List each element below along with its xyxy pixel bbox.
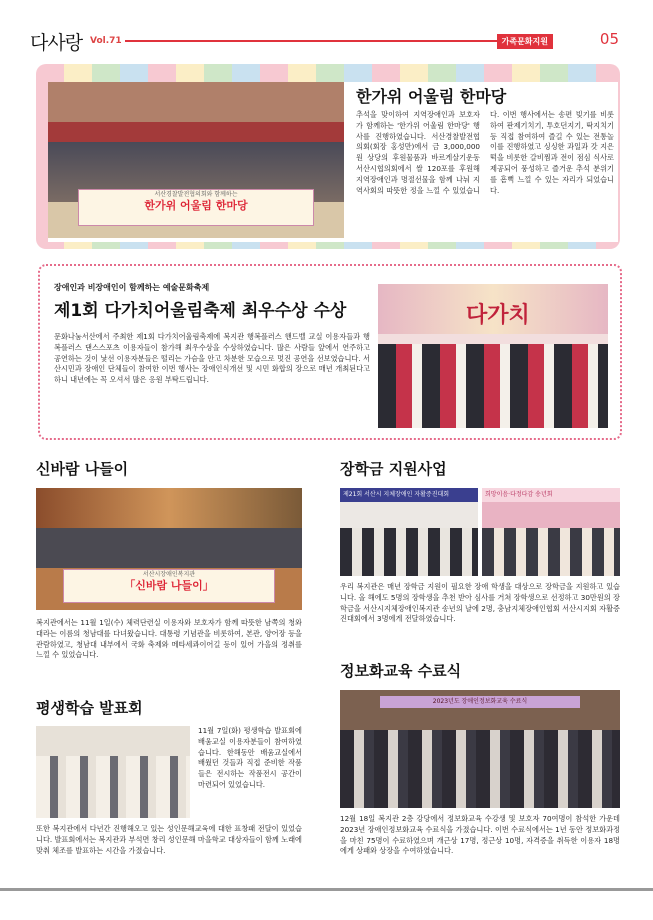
volume-number: Vol.71 bbox=[90, 36, 122, 46]
it-education-title: 정보화교육 수료식 bbox=[340, 662, 462, 680]
chuseok-group-photo bbox=[48, 82, 344, 238]
outing-banner: 서산시장애인복지관 「신바람 나들이」 bbox=[63, 569, 276, 603]
section-tag: 가족문화지원 bbox=[497, 34, 553, 49]
article-body: 추석을 맞이하여 지역장애인과 보호자가 함께하는 '한가위 어울림 한마당' 행사를 진행하였습니다. 서산경찰발전협의회(회장 홍성만)에서 금 3,000,000원 상당의 후원물품과 바르게살기운동 서산시협의회에서 쌀 120포를 후원해 지역장애인과 명절선물을 함께 나눠 지역사회의 따뜻한 정을 느낄 수 있었습니다. 이번 행사에서는 송편 빚기를 비롯하여 판제기치기, 투호던지기, 딱지치기 등 직접 참여하여 즐길 수 있는 전통놀이를 진행하였고 싱싱한 과일과 갓 지은 떡을 비롯한 갈비찜과 전이 점심 식사로 제공되어 풍성하고 즐거운 추석 분위기를 흠뻑 느낄 수 있는 자리가 되었습니다. bbox=[356, 110, 614, 195]
it-education-photo bbox=[340, 690, 620, 808]
article-kicker: 장애인과 비장애인이 함께하는 예술문화축제 bbox=[54, 283, 210, 292]
scholarship-title: 장학금 지원사업 bbox=[340, 460, 447, 478]
article-title: 한가위 어울림 한마당 bbox=[356, 87, 507, 106]
magazine-logo: 다사랑 bbox=[30, 32, 83, 54]
learning-body: 또한 복지관에서 다년간 진행해오고 있는 성인문해교육에 대한 표창패 전달이 있었습니다. 발표회에서는 복지관과 부석면 창리 성인문해 마을학교 대상자들이 함께 노래에 맞춰 체조를 발표하는 시간을 가졌습니다. bbox=[36, 824, 302, 855]
header-divider bbox=[125, 40, 553, 42]
footer-rule bbox=[0, 888, 653, 891]
article-body: 문화나눔서산에서 주최한 제1회 다가치어울림축제에 복지관 행복플러스 핸드벨 교실 이용자들과 행복플러스 댄스스포츠 이용자들이 참가해 최우수상을 수상하였습니다. 많은 사람들 앞에서 연주하고 공연하는 것이 낯선 이용자분들은 떨리는 가슴을 안고 차분한 모습으로 멋진 공연을 선보였습니다. 서산시민과 장애인 단체들이 참여한 이번 행사는 장애인식개선 및 시민 화합의 장으로 매년 개최된다고 하니 내년에는 꼭 오셔서 많은 응원 부탁드립니다. bbox=[54, 332, 370, 385]
it-education-banner: 2023년도 장애인정보화교육 수료식 bbox=[380, 696, 580, 708]
it-education-body: 12월 18일 복지관 2층 강당에서 정보화교육 수강생 및 보호자 70여명이 참석한 가운데 2023년 장애인정보화교육 수료식을 가졌습니다. 이번 수료식에서는 1년 동안 정보화과정을 마친 75명이 수료하였으며 개근상 17명, 정근상 10명, 자격증을 취득한 이용자 18명에게 상패와 상장을 수여하였습니다. bbox=[340, 814, 620, 856]
scholarship-photo-left bbox=[340, 488, 478, 576]
page-header bbox=[30, 24, 623, 54]
scholarship-banner-left: 제21회 서산시 지체장애인 자활증진대회 bbox=[340, 488, 478, 502]
award-photo bbox=[378, 284, 608, 428]
outing-title: 신바람 나들이 bbox=[36, 460, 129, 478]
chuseok-article bbox=[48, 82, 618, 242]
learning-title: 평생학습 발표회 bbox=[36, 699, 143, 717]
scholarship-photo-right bbox=[482, 488, 620, 576]
poster-text: 다가치 bbox=[466, 303, 530, 328]
article-title: 제1회 다가치어울림축제 최우수상 수상 bbox=[54, 301, 347, 321]
learning-body-side: 11월 7일(화) 평생학습 발표회에 배움교실 이용자분들이 참여하였습니다. 한해동안 배움교실에서 배웠던 것들과 직접 준비한 작품들은 전시하는 작품전시 공간이 마련되어 있었습니다. bbox=[198, 726, 302, 789]
scholarship-body: 우리 복지관은 매년 장학금 지원이 필요한 장애 학생을 대상으로 장학금을 지원하고 있습니다. 올 해에도 5명의 장학생을 추천 받아 심사를 거쳐 장학생으로 선정하고 30만원의 장학금을 서산시지체장애인복지관 송년의 날에 2명, 충남지체장애인협회 서산시지회 자활증진대회에서 3명에게 전달하였습니다. bbox=[340, 582, 620, 624]
learning-photo bbox=[36, 726, 190, 818]
scholarship-banner-right: 희망이음·다정다감 송년회 bbox=[482, 488, 620, 502]
event-banner: 서산경찰발전협의회와 함께하는 한가위 어울림 한마당 bbox=[78, 189, 315, 225]
award-article bbox=[38, 264, 622, 440]
outing-body: 복지관에서는 11월 1일(수) 체력단련실 이용자와 보호자가 함께 따뜻한 남쪽의 청와대라는 이름의 청남대를 다녀왔습니다. 대통령 기념관을 비롯하여, 본관, 양어장 등을 관람하였고, 청남대 내부에서 국화 축제와 메타세콰이어길 등이 있어 가을의 정취를 느낄 수 있었습니다. bbox=[36, 618, 302, 660]
page-number: 05 bbox=[599, 30, 619, 48]
outing-group-photo bbox=[36, 488, 302, 610]
